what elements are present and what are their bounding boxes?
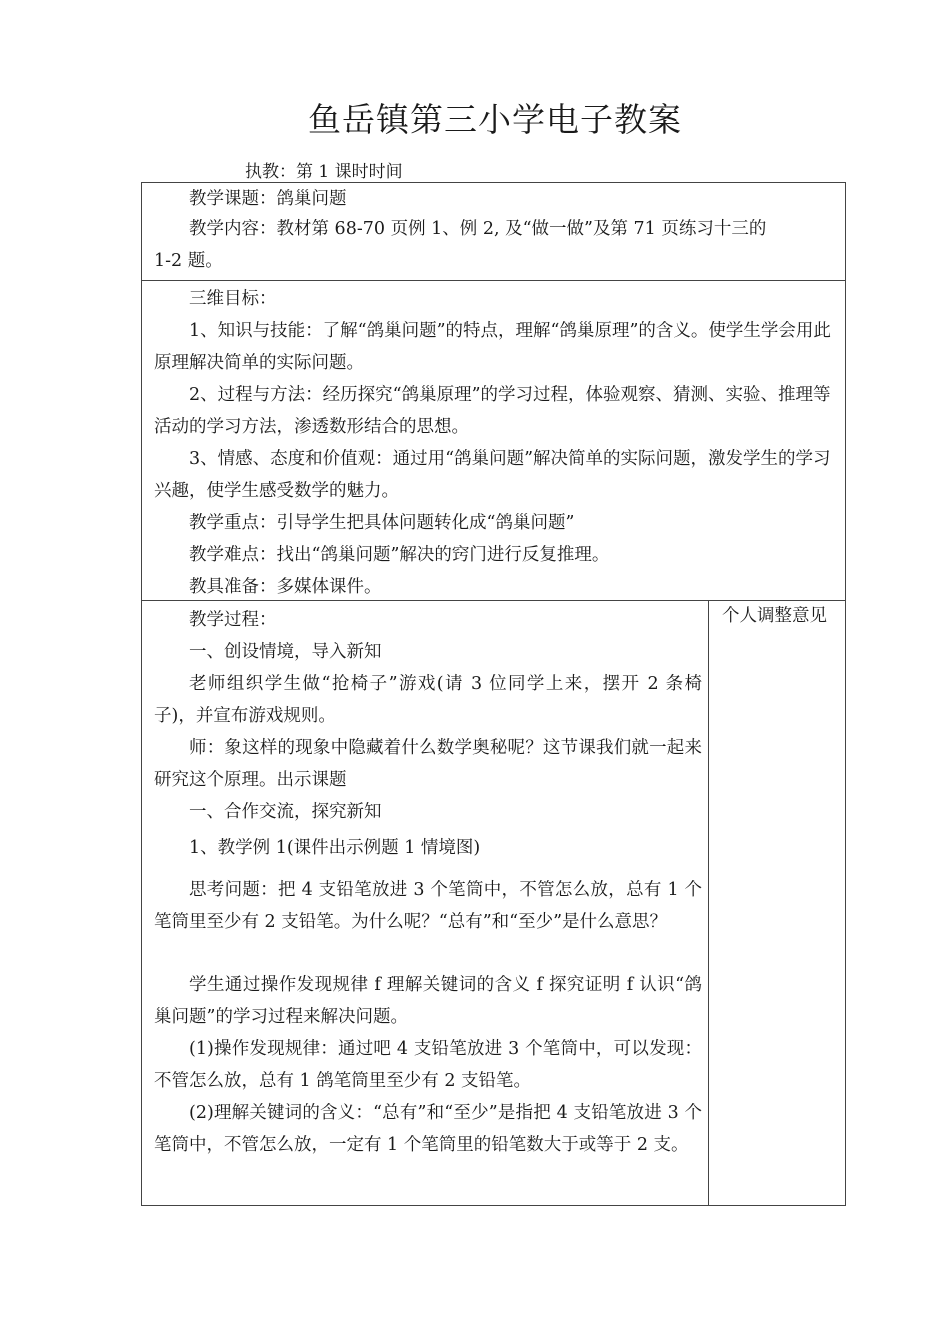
goal-emotion: 3、情感、态度和价值观：通过用“鸽巢问题”解决简单的实际问题，激发学生的学习兴趣，使学生感受数学的魅力。	[154, 449, 831, 501]
keyword-meaning: (2)理解关键词的含义：“总有”和“至少”是指把 4 支铅笔放进 3 个笔筒中，不管怎么放，一定有 1 个笔筒里的铅笔数大于或等于 2 支。	[154, 1103, 702, 1155]
lesson-plan-table	[141, 182, 846, 1206]
step2-title: 一、合作交流，探究新知	[189, 802, 382, 822]
key-point: 教学重点：引导学生把具体问题转化成“鸽巢问题”	[189, 513, 575, 533]
row-divider	[142, 280, 845, 281]
goal-knowledge: 1、知识与技能：了解“鸽巢问题”的特点，理解“鸽巢原理”的含义。使学生学会用此原理解决简单的实际问题。	[154, 321, 831, 373]
materials: 教具准备：多媒体课件。	[189, 577, 382, 597]
game-paragraph: 老师组织学生做“抢椅子”游戏(请 3 位同学上来，摆开 2 条椅子)，并宣布游戏规则。	[154, 674, 702, 726]
lesson-topic: 教学课题：鸽巢问题	[189, 189, 347, 209]
goal-process: 2、过程与方法：经历探究“鸽巢原理”的学习过程，体验观察、猜测、实验、推理等活动的学习方法，渗透数形结合的思想。	[154, 385, 831, 437]
personal-adjustment-label: 个人调整意见	[722, 606, 827, 626]
discover-rule: (1)操作发现规律：通过吧 4 支铅笔放进 3 个笔筒中，可以发现：不管怎么放，总有 1 鸽笔筒里至少有 2 支铅笔。	[154, 1039, 702, 1091]
document-title: 鱼岳镇第三小学电子教案	[308, 100, 682, 139]
column-divider	[708, 600, 709, 1205]
process-label: 教学过程：	[189, 610, 277, 630]
difficulty: 教学难点：找出“鸽巢问题”解决的窍门进行反复推理。	[189, 545, 610, 565]
teacher-paragraph: 师：象这样的现象中隐藏着什么数学奥秘呢？这节课我们就一起来研究这个原理。出示课题	[154, 738, 702, 790]
goals-label: 三维目标：	[189, 289, 277, 309]
think-question: 思考问题：把 4 支铅笔放进 3 个笔筒中，不管怎么放，总有 1 个笔筒里至少有 2 支铅笔。为什么呢？“总有”和“至少”是什么意思？	[154, 880, 702, 932]
lesson-content-cont: 1-2 题。	[154, 251, 223, 271]
lesson-content: 教学内容：教材第 68-70 页例 1、例 2, 及“做一做”及第 71 页练习十三的	[189, 219, 767, 239]
step1-title: 一、创设情境，导入新知	[189, 642, 382, 662]
student-process: 学生通过操作发现规律 f 理解关键词的含义 f 探究证明 f 认识“鸽巢问题”的学习过程来解决问题。	[154, 975, 702, 1027]
example1-title: 1、教学例 1(课件出示例题 1 情境图)	[189, 838, 481, 858]
teacher-meta-line: 执教：第 1 课时时间	[245, 162, 403, 182]
